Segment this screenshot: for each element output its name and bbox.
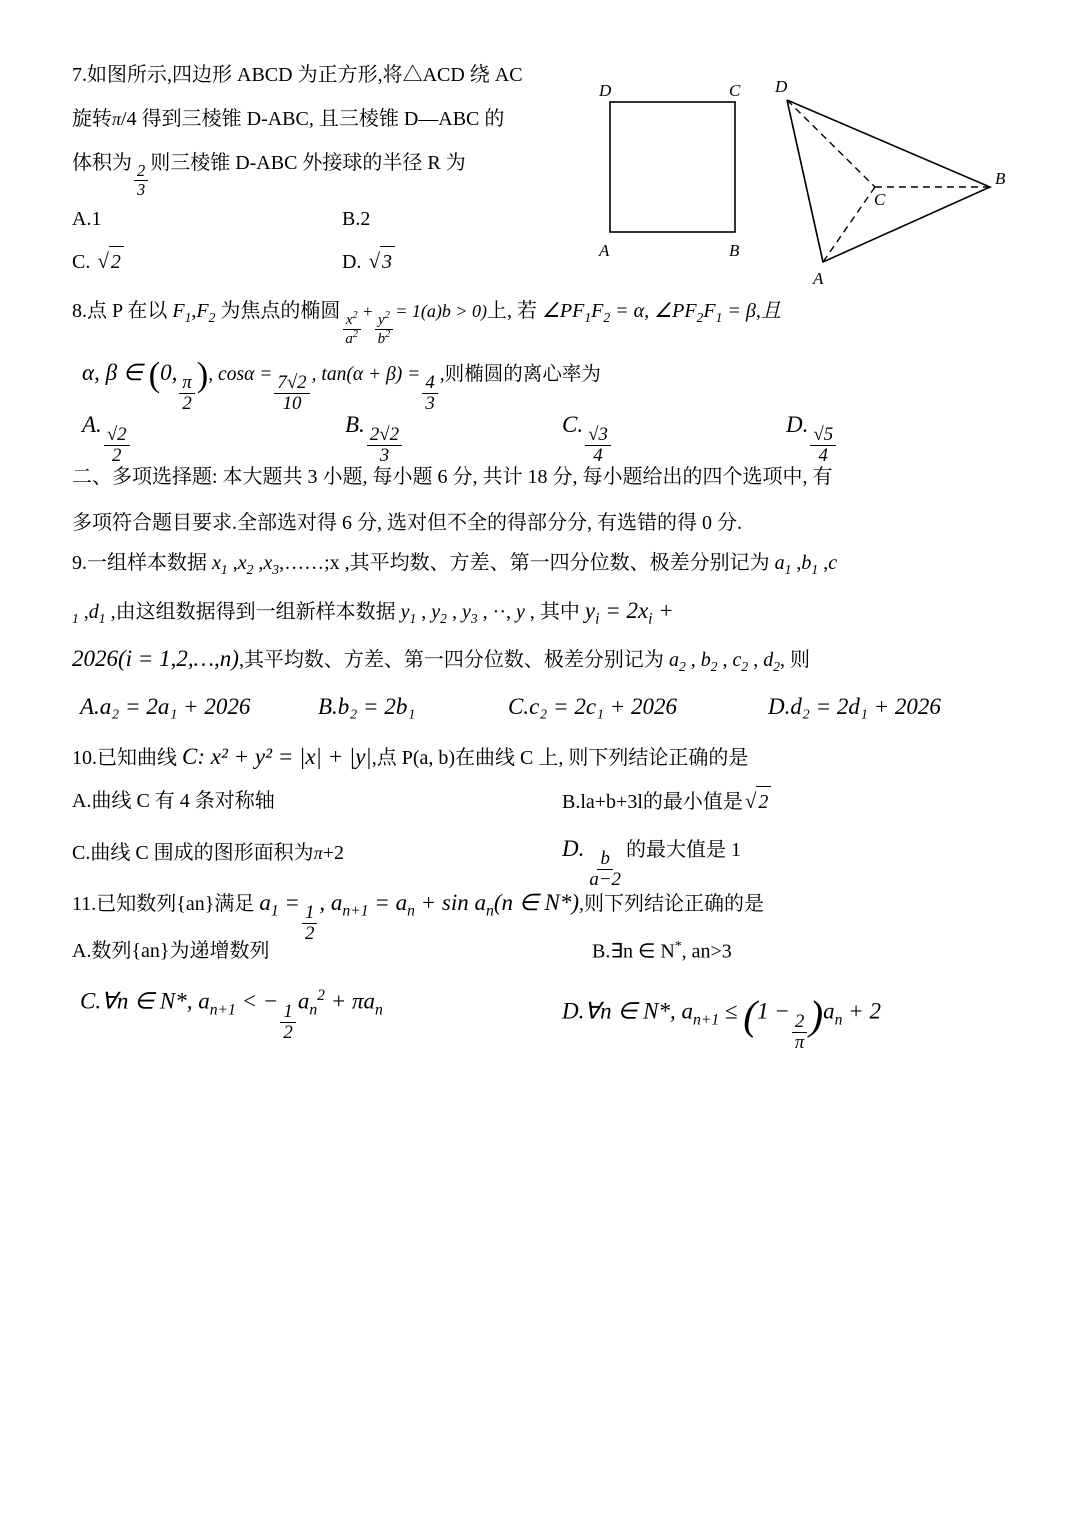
q9-line3-b: ,其平均数、方差、第一四分位数、极差分别记为 [238,649,664,671]
q10-option-d-tail: 的最大值是 1 [625,839,741,861]
q9-line3-c: , 则 [780,649,811,671]
q8-ellipse-x-term: $\frac{x^2}{a^2}$ [342,311,361,348]
q7-volume-fraction [134,162,148,197]
section-2-line-2: 多项符合题目要求.全部选对得 6 分, 选对但不全的得部分分, 有选错的得 0 分. [72,512,742,534]
q8-ellipse-eq: = 1(a)b > 0) [395,301,487,321]
q8-F2: $F_2$ [196,300,216,325]
svg-text:A: A [599,241,610,260]
q8-line1-c: 上, 若 [486,300,537,322]
svg-text:B: B [729,241,740,260]
q8-half-pi: $\frac{\pi}{2}$ [179,373,194,414]
question-8-line1: 8.点 P 在以 $F_1,F_2$ 为焦点的椭圆 $\frac{x^2}{a^2}$ + $\frac{y^2}{b^2}$ = 1(a)b > 0)上, 若 $\angle PF_1F_2 = \alpha$, $\angle PF_2F_1 = \beta$,且 [72,300,781,347]
q9-line3-a: 2026(i = 1,2,…,n) [72,646,239,671]
q9-c1: c [828,552,838,574]
question-8-line2: α, β ∈ (0, $\frac{\pi}{2}$ ), cosα = $\frac{7√2}{10}$ , tan(α + β) = $\frac{4}{3}$ ,则椭圆的离心率为 [82,356,601,415]
q10-option-b-text: B.la+b+3l的最小值是 [562,791,743,813]
q7-option-d-value: 3 [380,246,395,277]
q7-line-3 [72,148,632,198]
q11-option-b [592,936,732,967]
q8-F1: $F_1$ [172,300,192,325]
q10-option-d [562,832,741,890]
svg-text:A: A [813,269,824,288]
q9-option-d: D.d₂ = 2d₁ + 2026 [768,694,941,719]
svg-text:B: B [995,169,1006,188]
q11-option-b-a: B.∃n ∈ N [592,940,675,963]
q11-option-b-b: , an>3 [681,940,732,963]
q10-option-b-sqrt: √ 2 [743,786,772,818]
section-2-line-1: 二、多项选择题: 本大题共 3 小题, 每小题 6 分, 共计 18 分, 每小题给出的四个选项中, 有 [72,466,833,488]
q11-option-c: C.∀n ∈ N*, $a_{n+1}$ < − $\frac{1}{2}$ $a_n^2 + \pi a_n$ [80,987,383,1043]
q7-figure-tetrahedron [775,62,1020,288]
q9-b1: $b_1$ [801,552,819,577]
q8-line1-a: 8.点 P 在以 [72,300,168,322]
q8-alpha-beta: α, β ∈ [82,359,143,385]
q7-line-1: 7.如图所示,四边形 ABCD 为正方形,将△ACD 绕 AC [72,64,523,86]
q9-yn: y [515,601,525,623]
svg-text:D: D [599,81,612,100]
q9-a2: $a_2$ [668,649,686,674]
q9-b2: $b_2$ [700,649,718,674]
q9-option-a: A.a₂ = 2a₁ + 2026 [80,694,251,719]
question-9-line2: $_1$ $,d_1$ ,由这组数据得到一组新样本数据 $y_1$ , $y_2$ , $y_3$ , ··, y , 其中 $y_i = 2x_i$ + [72,598,674,628]
q7-option-d [342,246,395,278]
q10-option-c [72,838,344,868]
q7-vol-num: 2 [134,162,148,180]
svg-text:D: D [775,77,788,96]
q8-tan-fraction: $\frac{4}{3}$ [422,373,437,414]
question-7-text [72,60,632,198]
q8-cos-label: , cosα = [208,363,273,385]
q10-option-c-tail: +2 [322,842,344,864]
q8-line2-end: ,则椭圆的离心率为 [439,363,601,385]
q8-tan-label: , tan(α + β) = [311,363,421,385]
q8-option-c: C. $\frac{√3}{4}$ [562,408,613,466]
q7-option-d-sqrt: √ 3 [366,246,395,278]
question-9-line3: 2026(i = 1,2,…,n),其平均数、方差、第一四分位数、极差分别记为 $a_2$ , $b_2$ , $c_2$ , $d_2$, 则 [72,646,811,674]
q9-d2: $d_2$ [763,649,781,674]
q8-option-a: A. $\frac{√2}{2}$ [82,408,132,466]
q9-line2-b: , 其中 [529,601,580,623]
q9-y-dots: ··, [492,601,511,623]
q11-line1-a: 11.已知数列{an}满足 [72,893,255,915]
q9-x1: $x_1$ [212,552,228,577]
q9-line1-b: ,其平均数、方差、第一四分位数、极差分别记为 [344,552,770,574]
q7-option-c-label: C. [72,251,91,273]
q7-option-c-sqrt: √ 2 [95,246,124,278]
q8-cos-fraction: $\frac{7√2}{10}$ [274,373,309,414]
q11-recurrence: $a_1$ = $\frac{1}{2}$ , $a_{n+1} = a_n + \sin a_n(n$ ∈ N*) [259,890,580,945]
q9-a1: $a_1$ [774,552,792,577]
q8-interval-open: 0, [160,359,178,385]
q7-line2-a: 旋转 [72,108,112,130]
q11-line1-b: ,则下列结论正确的是 [579,893,765,915]
q8-angle-1: $\angle PF_1F_2 = \alpha$, [541,300,650,325]
q9-y1: $y_1$ [400,601,417,626]
q7-vol-den: 3 [137,179,146,199]
q10-line1-a: 10.已知曲线 [72,747,177,769]
q9-formula: $y_i = 2x_i$ + [584,598,674,628]
q8-line1-b: 为焦点的椭圆 [220,300,341,322]
q8-angle-2: $\angle PF_2F_1 = \beta$,且 [654,300,781,325]
q10-option-d-label: D. [562,836,585,861]
svg-text:C: C [874,190,886,209]
q7-pi: π [112,109,122,129]
q10-option-c-text: C.曲线 C 围成的图形面积为 [72,842,314,864]
q7-option-c [72,246,124,278]
q8-ellipse-y-term: $\frac{y^2}{b^2}$ [375,311,394,348]
q9-option-c: C.c₂ = 2c₁ + 2026 [508,694,678,719]
q9-y2: $y_2$ [431,601,447,626]
q10-line1-b: ,点 P(a, b)在曲线 C 上, 则下列结论正确的是 [371,747,749,769]
q9-line1-a: 9.一组样本数据 [72,552,207,574]
q9-d1: $d_1$ [88,601,106,626]
q9-y3: $y_3$ [461,601,478,626]
q9-dots: ,……;x [279,552,340,574]
q7-option-a-label: A.1 [72,208,102,230]
q9-option-b: B.b₂ = 2b₁ [318,694,416,719]
q7-option-a [72,204,101,234]
section-2-heading [72,462,1022,538]
q7-line-2 [72,104,632,134]
q10-option-b [562,786,771,818]
q9-x3: $x_3$ [263,552,280,577]
q11-option-d: D.∀n ∈ N*, $a_{n+1} \le (1$ − $\frac{2}{\pi}$ )$a_n + 2$ [562,992,881,1053]
q7-option-d-label: D. [342,251,362,273]
q7-line2-b: /4 得到三棱锥 D-ABC, 且三棱锥 D—ABC 的 [121,108,505,130]
question-9-line1: 9.一组样本数据 $x_1$ $,x_2$ $,x_3,\dots\dots;x$ ,其平均数、方差、第一四分位数、极差分别记为 $a_1$ $,b_1$ ,c [72,552,838,577]
q11-option-b-star: * [674,938,682,953]
q8-option-d: D. $\frac{√5}{4}$ [786,408,838,466]
q8-option-b: B. $\frac{2√2}{3}$ [345,408,404,466]
q7-figure-square [585,62,775,272]
q10-option-d-fraction: $\frac{b}{a-2}$ [589,848,621,891]
q7-option-c-value: 2 [109,246,124,277]
q7-line3-a: 体积为 [72,152,132,174]
q7-option-b-label: B.2 [342,208,371,230]
question-10-line1 [72,740,1022,775]
q9-line2-a: ,由这组数据得到一组新样本数据 [110,601,396,623]
q11-option-a: A.数列{an}为递增数列 [72,940,270,962]
q7-line3-b: 则三棱锥 D-ABC 外接球的半径 R 为 [150,152,466,174]
q9-x2: $x_2$ [237,552,254,577]
q9-c2: $c_2$ [732,649,749,674]
q10-curve-equation: C: x² + y² = |x| + |y| [182,744,372,769]
q9-c1-sub: 1 [72,611,79,626]
q10-option-c-pi: π [313,843,323,863]
q7-option-b [342,204,370,234]
svg-text:C: C [729,81,741,100]
q10-option-a: A.曲线 C 有 4 条对称轴 [72,790,275,812]
